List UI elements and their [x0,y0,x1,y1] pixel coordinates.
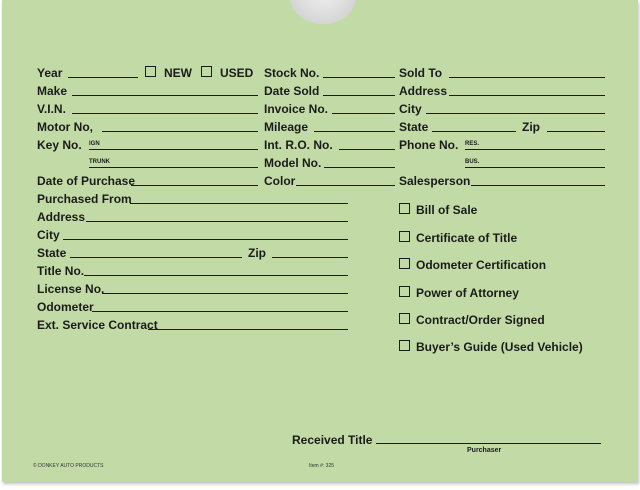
lower-city-label: City [37,228,60,242]
ext-service-contract-label: Ext. Service Contract [37,318,158,332]
lower-zip-label: Zip [248,246,266,260]
make-label: Make [37,84,68,98]
certificate-of-title-label: Certificate of Title [416,231,518,245]
lower-address-label: Address [37,210,86,224]
trunk-label: TRUNK [89,159,110,165]
date-sold-label: Date Sold [264,84,320,98]
license-no-label: License No. [37,282,105,296]
power-of-attorney-checkbox[interactable] [399,286,410,297]
salesperson-label: Salesperson [399,174,471,188]
motor-no-field[interactable] [102,131,258,132]
bill-of-sale-label: Bill of Sale [416,203,478,217]
item-number: Item #: 325 [309,463,335,469]
phone-no-label: Phone No. [399,138,459,152]
zip-field[interactable] [547,131,605,132]
buyers-guide-label: Buyer’s Guide (Used Vehicle) [416,340,583,354]
sold-to-field[interactable] [449,77,605,78]
title-no-field[interactable] [84,275,348,276]
used-label: USED [220,66,254,80]
bill-of-sale-checkbox[interactable] [399,203,410,214]
ign-key-field[interactable] [89,149,258,150]
bus-label: BUS. [465,159,480,165]
date-of-purchase-label: Date of Purchase [37,174,136,188]
key-no-label: Key No. [37,138,82,152]
received-title-label: Received Title [292,433,373,447]
int-ro-no-field[interactable] [339,149,395,150]
salesperson-field[interactable] [471,185,605,186]
lower-address-field[interactable] [86,221,348,222]
deal-jacket-card [2,0,638,482]
new-checkbox[interactable] [145,66,156,77]
odometer-label: Odometer [37,300,94,314]
color-field[interactable] [296,185,395,186]
odometer-field[interactable] [92,311,348,312]
odometer-certification-checkbox[interactable] [399,258,410,269]
used-checkbox[interactable] [201,66,212,77]
res-label: RES. [465,141,480,147]
date-of-purchase-field[interactable] [131,185,258,186]
brand-footer: © DONKEY AUTO PRODUCTS [33,463,104,469]
lower-city-field[interactable] [63,239,348,240]
mileage-field[interactable] [314,131,395,132]
ign-label: IGN [89,141,100,147]
purchased-from-field[interactable] [130,203,348,204]
title-no-label: Title No. [37,264,85,278]
ext-service-contract-field[interactable] [148,329,348,330]
date-sold-field[interactable] [323,95,395,96]
odometer-certification-label: Odometer Certification [416,258,547,272]
vin-label: V.I.N. [37,102,66,116]
contract-order-signed-checkbox[interactable] [399,313,410,324]
contract-order-signed-label: Contract/Order Signed [416,313,545,327]
state-label: State [399,120,429,134]
sold-to-label: Sold To [399,66,443,80]
vin-field[interactable] [72,113,258,114]
certificate-of-title-checkbox[interactable] [399,231,410,242]
purchased-from-label: Purchased From [37,192,132,206]
address-field[interactable] [449,95,605,96]
address-label: Address [399,84,448,98]
stock-no-label: Stock No. [264,66,320,80]
invoice-no-field[interactable] [332,113,395,114]
color-label: Color [264,174,296,188]
zip-label: Zip [522,120,540,134]
year-field[interactable] [68,77,138,78]
res-phone-field[interactable] [465,149,605,150]
lower-zip-field[interactable] [272,257,348,258]
lower-state-label: State [37,246,67,260]
bus-phone-field[interactable] [465,167,605,168]
license-no-field[interactable] [102,293,348,294]
stock-no-field[interactable] [323,77,395,78]
city-field[interactable] [426,113,605,114]
make-field[interactable] [72,95,258,96]
purchaser-label: Purchaser [467,447,502,454]
mileage-label: Mileage [264,120,309,134]
city-label: City [399,102,422,116]
state-field[interactable] [432,131,516,132]
lower-state-field[interactable] [70,257,242,258]
model-no-label: Model No. [264,156,322,170]
trunk-key-field[interactable] [89,167,258,168]
model-no-field[interactable] [324,167,395,168]
motor-no-label: Motor No, [37,120,93,134]
power-of-attorney-label: Power of Attorney [416,286,519,300]
int-ro-no-label: Int. R.O. No. [264,138,333,152]
received-title-signature-field[interactable] [376,443,601,444]
thumb-notch [290,0,356,24]
invoice-no-label: Invoice No. [264,102,329,116]
new-label: NEW [164,66,192,80]
year-label: Year [37,66,63,80]
buyers-guide-checkbox[interactable] [399,340,410,351]
